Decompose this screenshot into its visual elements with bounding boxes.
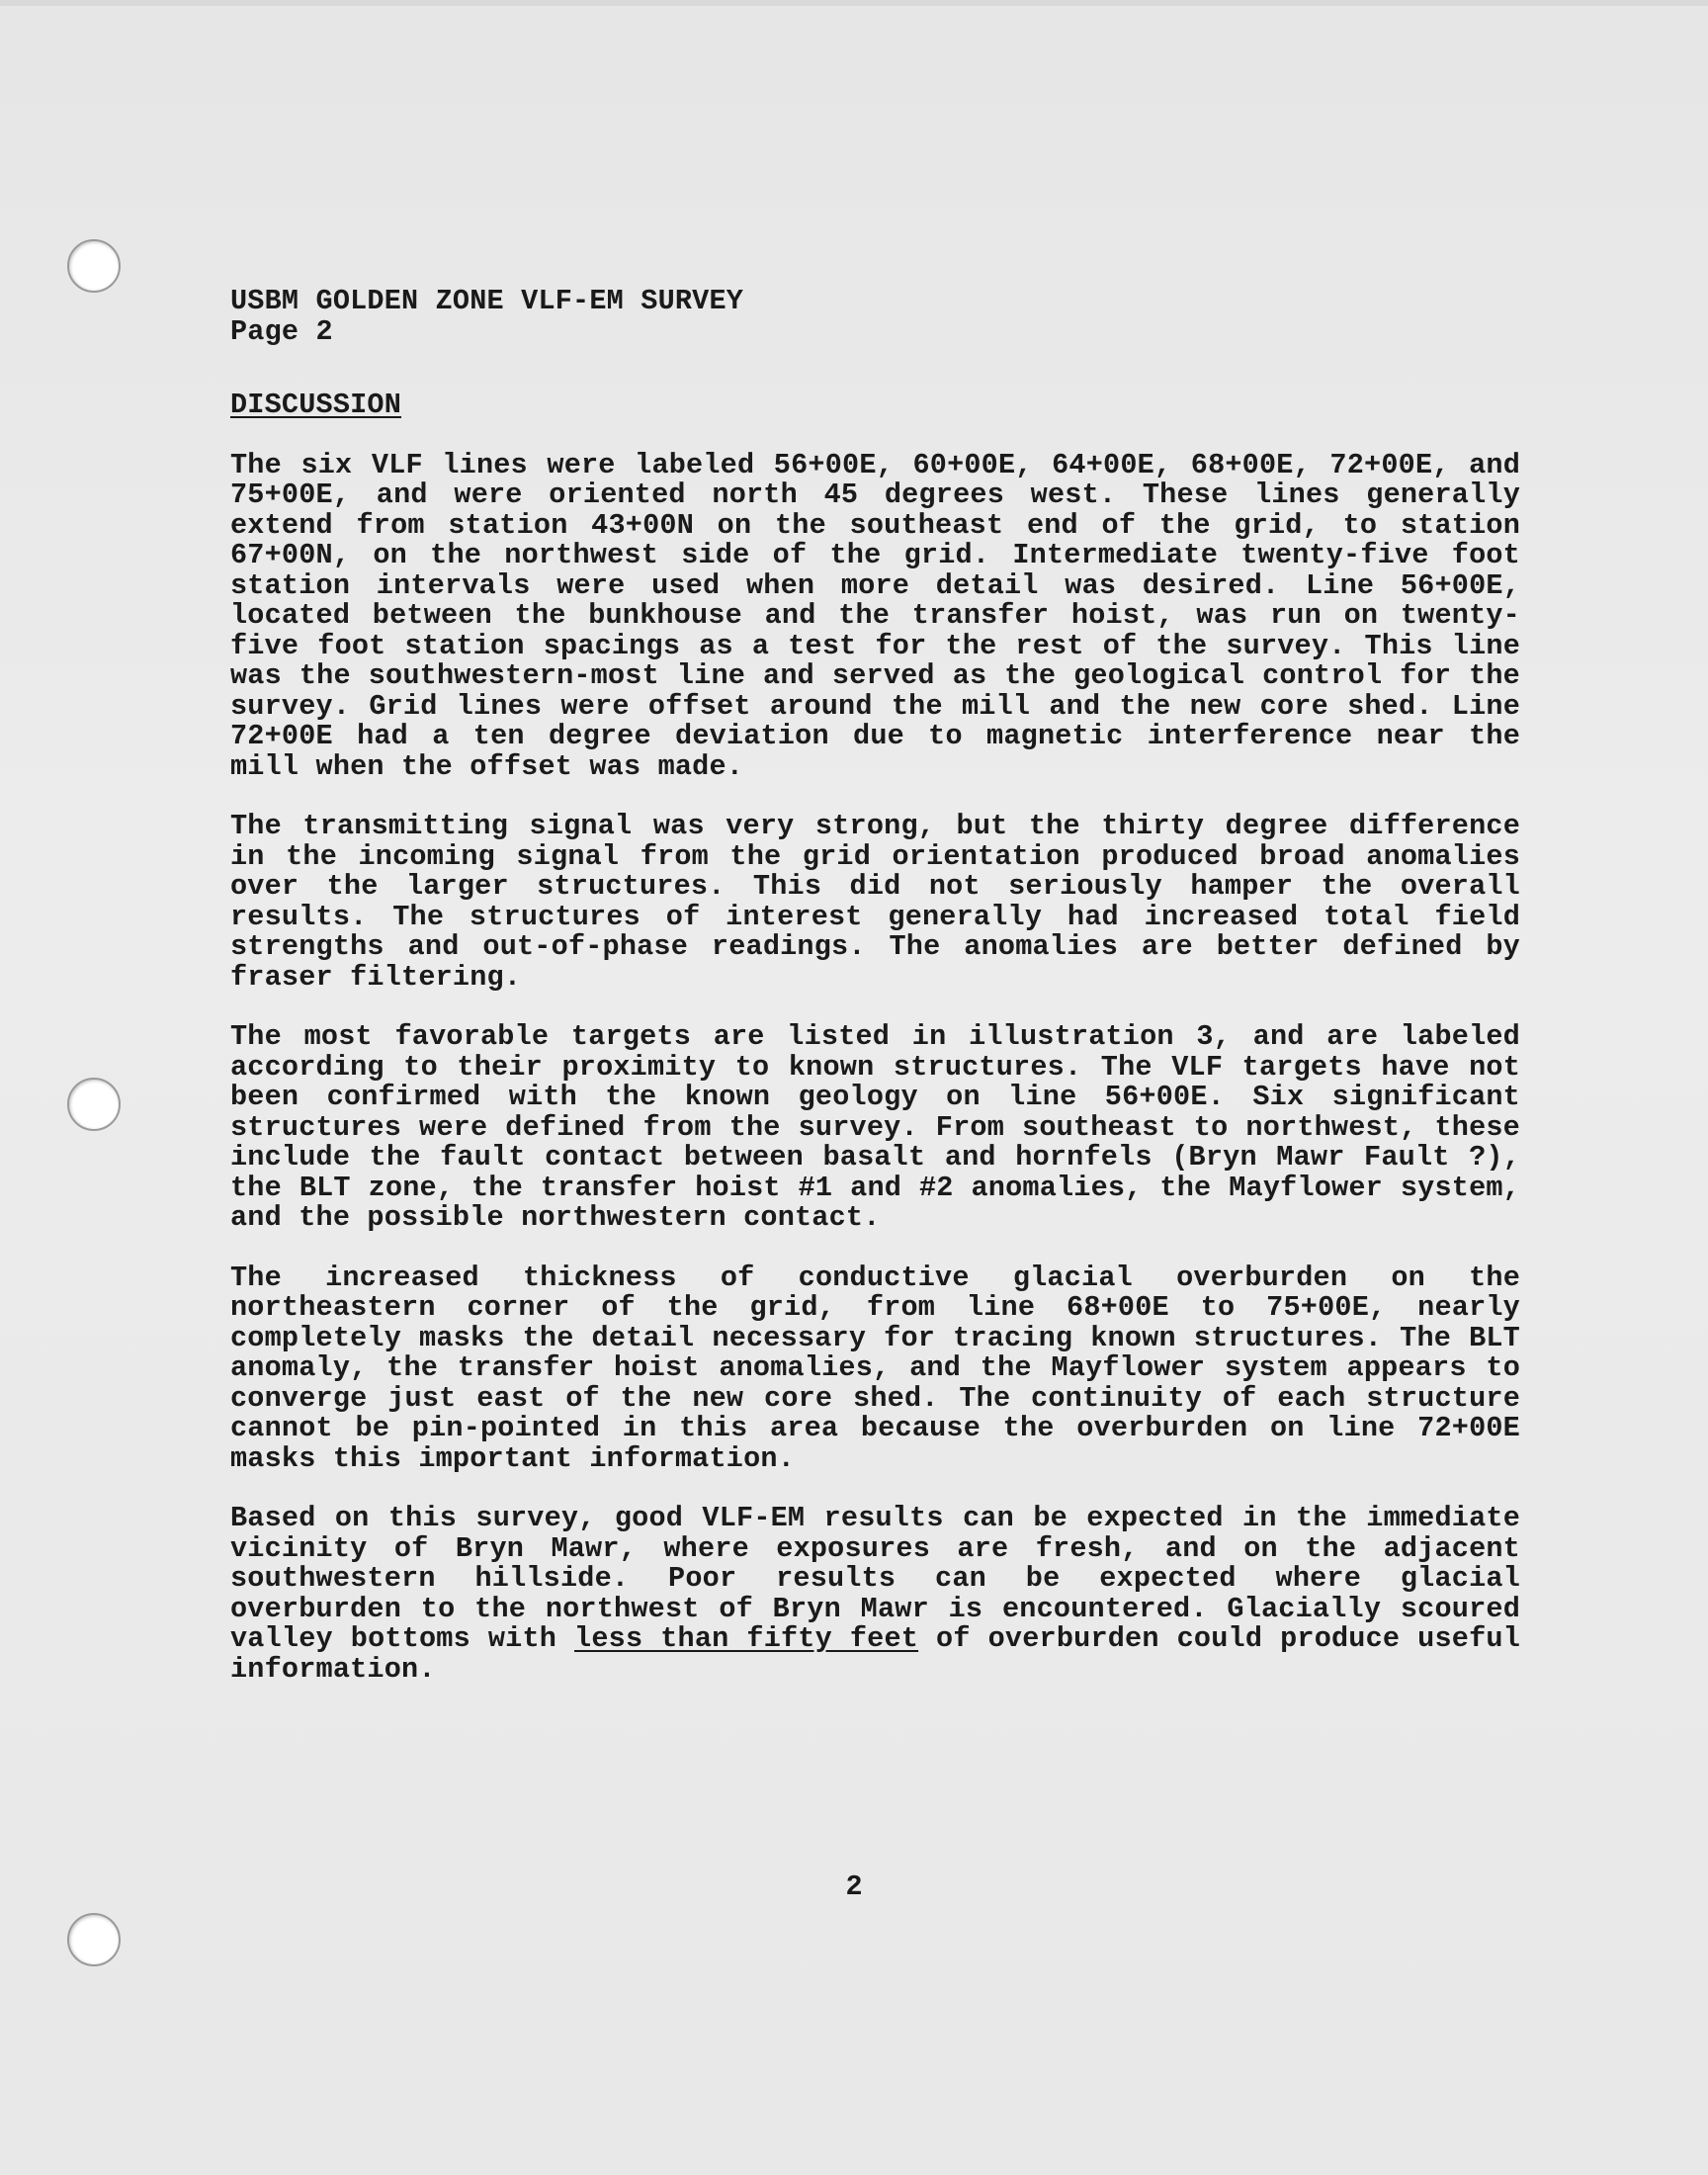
paragraph-vlf-lines: The six VLF lines were labeled 56+00E, 60+00E, 64+00E, 68+00E, 72+00E, and 75+00E, and were oriented north 45 degrees west. These lines generally extend from station 43+00N on the southeast end of the grid, to station 67+00N, on the northwest side of the grid. Intermediate twenty-five foot station intervals were used when more detail was desired. Line 56+00E, located between the bunkhouse and the transfer hoist, was run on twenty-five foot station spacings as a test for the rest of the survey. This line was the southwestern-most line and served as the geological control for the survey. Grid lines were offset around the mill and the new core shed. Line 72+00E had a ten degree deviation due to magnetic interference near the mill when the offset was made.: [230, 448, 1520, 783]
paragraph-favorable-targets: The most favorable targets are listed in illustration 3, and are labeled according to their proximity to known structures. The VLF targets have not been confirmed with the known geology on line 56+00E. Six significant structures were defined from the survey. From southeast to northwest, these include the fault contact between basalt and hornfels (Bryn Mawr Fault ?), the BLT zone, the transfer hoist #1 and #2 anomalies, the Mayflower system, and the possible northwestern contact.: [230, 1020, 1520, 1234]
punch-hole-middle: [67, 1078, 121, 1131]
section-heading-discussion: DISCUSSION: [230, 389, 402, 421]
conclusion-text-end: of overburden could produce useful information.: [230, 1622, 1520, 1686]
paragraph-conclusion: [230, 1504, 1520, 1685]
page-number: 2: [845, 1870, 863, 1903]
document-header-page: Page 2: [230, 314, 333, 348]
conclusion-text-start: Based on this survey, good VLF-EM results can be expected in the immediate vicinity of Bryn Mawr, where exposures are fresh, and on the adjacent southwestern hillside. Poor results can be expected where glacial overburden to the northwest of Bryn Mawr is encountered. Glacially scoured valley bottoms with: [230, 1502, 1520, 1655]
punch-hole-bottom: [67, 1913, 121, 1966]
punch-hole-top: [67, 239, 121, 293]
document-header-title: USBM GOLDEN ZONE VLF-EM SURVEY: [230, 285, 744, 317]
document-body: [230, 287, 1520, 1685]
paragraph-transmitting-signal: The transmitting signal was very strong, but the thirty degree difference in the incoming signal from the grid orientation produced broad anomalies over the larger structures. This did not seriously hamper the overall results. The structures of interest generally had increased total field strengths and out-of-phase readings. The anomalies are better defined by fraser filtering.: [230, 810, 1520, 994]
paragraph-glacial-overburden: The increased thickness of conductive glacial overburden on the northeastern corner of the grid, from line 68+00E to 75+00E, nearly completely masks the detail necessary for tracing known structures. The BLT anomaly, the transfer hoist anomalies, and the Mayflower system appears to converge just east of the new core shed. The continuity of each structure cannot be pin-pointed in this area because the overburden on line 72+00E masks this important information.: [230, 1261, 1520, 1475]
conclusion-underlined-phrase: less than fifty feet: [574, 1622, 919, 1655]
page-top-edge: [0, 0, 1708, 6]
